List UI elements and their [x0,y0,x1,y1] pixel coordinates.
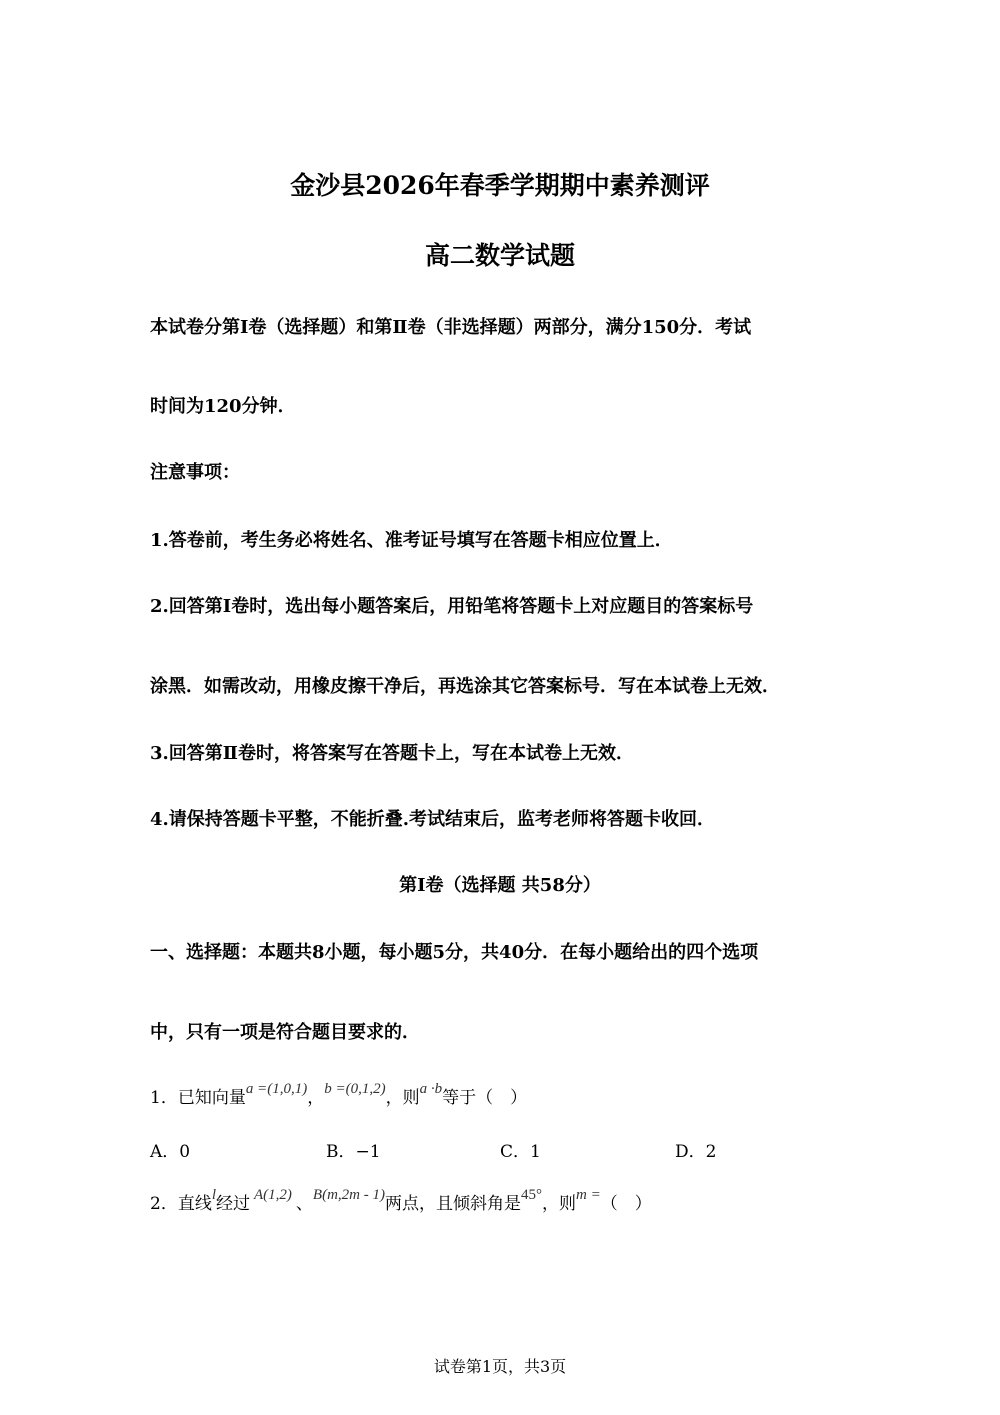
intro-line-2: 时间为120分钟． [150,396,296,417]
note-item-3: 3.回答第Ⅱ卷时，将答案写在答题卡上，写在本试卷上无效． [150,743,634,764]
question-1-suffix: 等于（ ） [442,1088,528,1108]
page-footer: 试卷第1页，共3页 [433,1357,567,1376]
question-1 [150,1081,528,1111]
question-1-separator: ， [307,1088,325,1108]
question-2-separator: 、 [295,1194,313,1214]
question-2 [150,1187,652,1217]
question-2-then: ，则 [541,1194,576,1214]
dot-product-expression: a ·b [419,1081,443,1097]
note-item-1: 1.答卷前，考生务必将姓名、准考证号填写在答题卡相应位置上． [150,530,673,551]
intro-line-1: 本试卷分第Ⅰ卷（选择题）和第Ⅱ卷（非选择题）两部分，满分150分．考试 [150,317,752,338]
section-instructions-line-1: 一、选择题：本题共8小题，每小题5分，共40分．在每小题给出的四个选项 [150,942,759,963]
section-instructions-line-2: 中，只有一项是符合题目要求的． [150,1022,420,1043]
vector-a-expression: a =(1,0,1) [245,1081,308,1097]
question-1-then: ，则 [385,1088,420,1108]
vector-b-expression: b =(0,1,2) [324,1081,386,1097]
question-1-option-a: A．0 [150,1142,191,1162]
notes-heading: 注意事项： [150,462,240,483]
m-expression: m = [575,1187,601,1203]
question-2-passes: 经过 [216,1194,250,1214]
note-item-2-line-1: 2.回答第Ⅰ卷时，选出每小题答案后，用铅笔将答题卡上对应题目的答案标号 [150,596,754,617]
question-1-option-c: C．1 [500,1142,541,1162]
question-2-suffix: （ ） [600,1194,652,1214]
question-1-option-d: D．2 [675,1142,717,1162]
angle-expression: 45° [520,1187,542,1203]
exam-title: 金沙县2026年春季学期期中素养测评 [290,171,710,200]
exam-subtitle: 高二数学试题 [424,241,575,270]
point-b-expression: B(m,2m - 1) [312,1187,385,1203]
question-2-two-points: 两点，且倾斜角是 [384,1194,521,1214]
question-2-prefix: 2．直线 [150,1194,212,1214]
point-a-expression: A(1,2) [254,1187,292,1203]
note-item-4: 4.请保持答题卡平整，不能折叠.考试结束后，监考老师将答题卡收回． [150,809,716,830]
question-1-option-b: B．−1 [326,1142,381,1162]
part1-title: 第Ⅰ卷（选择题 共58分） [399,875,601,896]
question-1-prefix: 1．已知向量 [150,1088,246,1108]
note-item-2-line-2: 涂黑．如需改动，用橡皮擦干净后，再选涂其它答案标号．写在本试卷上无效． [150,676,780,697]
line-l-symbol: l [211,1187,216,1203]
